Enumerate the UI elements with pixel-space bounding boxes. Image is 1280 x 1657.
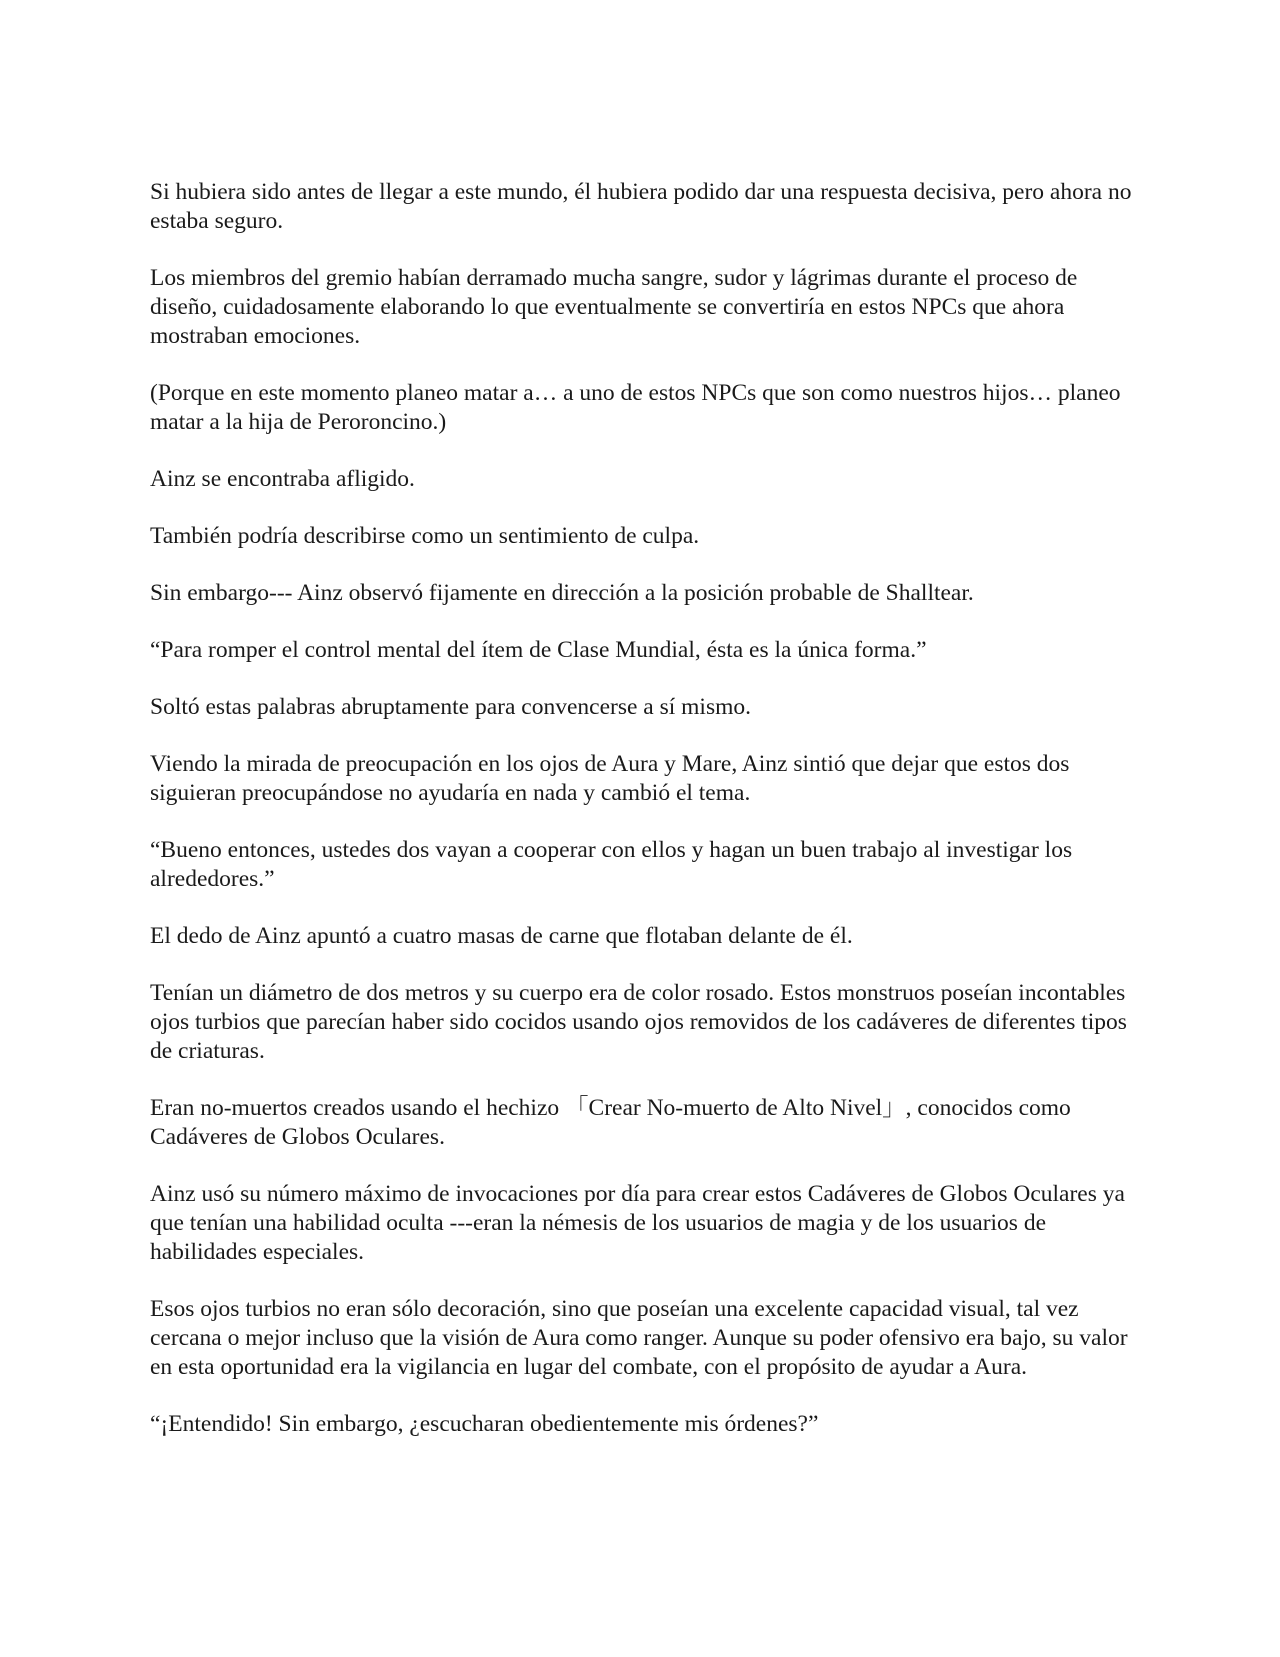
paragraph: Ainz usó su número máximo de invocaciones por día para crear estos Cadáveres de Globos Oculares ya que tenían una habilidad oculta ---eran la némesis de los usuarios de magia y de los usuarios de habilidades especiales.	[150, 1181, 1125, 1265]
paragraph: El dedo de Ainz apuntó a cuatro masas de carne que flotaban delante de él.	[150, 923, 853, 949]
paragraph: Tenían un diámetro de dos metros y su cuerpo era de color rosado. Estos monstruos poseían incontables ojos turbios que parecían haber sido cocidos usando ojos removidos de los cadáveres de diferentes tipos de criaturas.	[150, 980, 1127, 1064]
paragraph: Sin embargo--- Ainz observó fijamente en dirección a la posición probable de Shalltear.	[150, 580, 974, 606]
paragraph: “Para romper el control mental del ítem de Clase Mundial, ésta es la única forma.”	[150, 637, 927, 663]
paragraph: “¡Entendido! Sin embargo, ¿escucharan obedientemente mis órdenes?”	[150, 1411, 819, 1437]
paragraph: Soltó estas palabras abruptamente para convencerse a sí mismo.	[150, 694, 752, 720]
paragraph: Viendo la mirada de preocupación en los ojos de Aura y Mare, Ainz sintió que dejar que estos dos siguieran preocupándose no ayudaría en nada y cambió el tema.	[150, 751, 1070, 806]
paragraph: (Porque en este momento planeo matar a… a uno de estos NPCs que son como nuestros hijos… planeo matar a la hija de Peroroncino.)	[150, 380, 1121, 435]
paragraph: También podría describirse como un sentimiento de culpa.	[150, 523, 700, 549]
paragraph: Si hubiera sido antes de llegar a este mundo, él hubiera podido dar una respuesta decisiva, pero ahora no estaba seguro.	[150, 179, 1132, 234]
paragraph: “Bueno entonces, ustedes dos vayan a cooperar con ellos y hagan un buen trabajo al investigar los alrededores.”	[150, 837, 1073, 892]
paragraph: Los miembros del gremio habían derramado mucha sangre, sudor y lágrimas durante el proceso de diseño, cuidadosamente elaborando lo que eventualmente se convertiría en estos NPCs que ahora mostraban emociones.	[150, 265, 1078, 349]
paragraph: Esos ojos turbios no eran sólo decoración, sino que poseían una excelente capacidad visual, tal vez cercana o mejor incluso que la visión de Aura como ranger. Aunque su poder ofensivo era bajo, su valor en esta oportunidad era la vigilancia en lugar del combate, con el propósito de ayudar a Aura.	[150, 1296, 1128, 1380]
text-body	[150, 178, 1135, 1467]
paragraph: Eran no-muertos creados usando el hechizo 「Crear No-muerto de Alto Nivel」, conocidos como Cadáveres de Globos Oculares.	[150, 1095, 1071, 1150]
paragraph: Ainz se encontraba afligido.	[150, 466, 415, 492]
